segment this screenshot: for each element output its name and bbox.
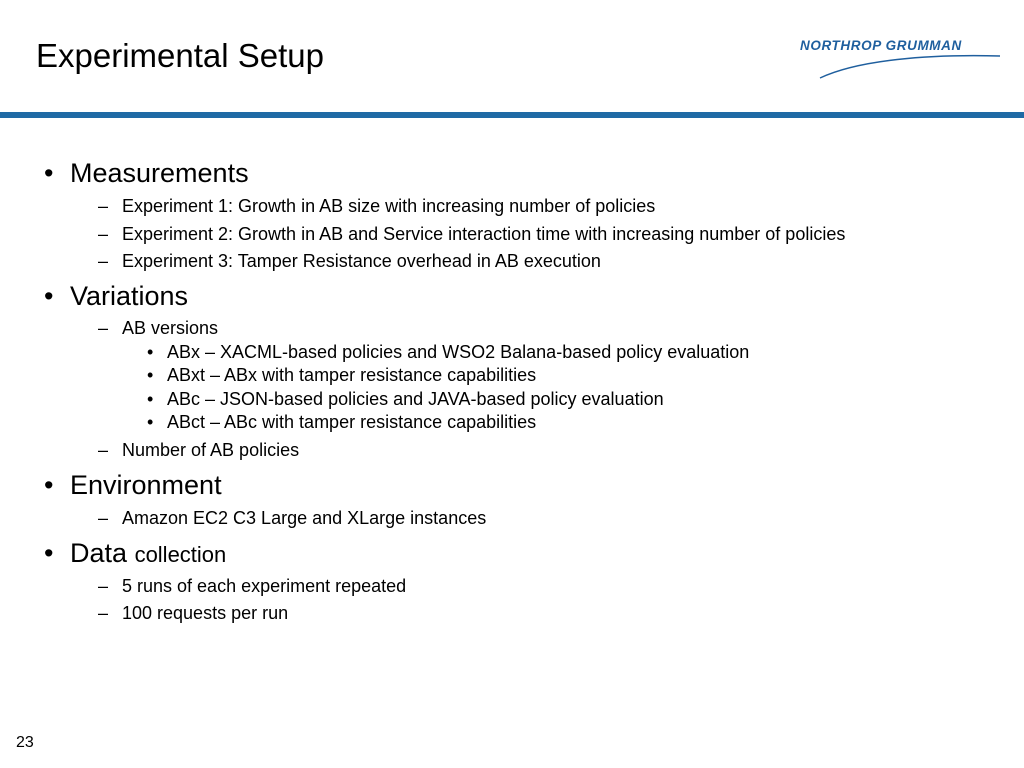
- dash-icon: –: [98, 196, 109, 216]
- page-number: 23: [16, 734, 34, 751]
- bullet-measurements: • Measurements: [44, 158, 249, 188]
- bullet-dot-icon: •: [147, 389, 154, 409]
- bullet-dot-icon: •: [147, 342, 154, 362]
- slide-title: Experimental Setup: [36, 37, 324, 74]
- bullet-dot-icon: •: [44, 281, 54, 311]
- dash-icon: –: [98, 603, 109, 623]
- bullet-environment: • Environment: [44, 470, 222, 500]
- dash-icon: –: [98, 318, 109, 338]
- list-item: – Experiment 1: Growth in AB size with increasing number of policies: [98, 196, 656, 216]
- logo-text: NORTHROP GRUMMAN: [800, 38, 962, 53]
- list-item: • ABxt – ABx with tamper resistance capabilities: [147, 365, 537, 385]
- list-item: – 100 requests per run: [98, 603, 289, 623]
- dash-icon: –: [98, 508, 109, 528]
- dash-icon: –: [98, 440, 109, 460]
- list-item: – AB versions: [98, 318, 219, 338]
- bullet-dot-icon: •: [44, 158, 54, 188]
- title-divider: [0, 112, 1024, 118]
- dash-icon: –: [98, 576, 109, 596]
- list-item: • ABc – JSON-based policies and JAVA-based policy evaluation: [147, 389, 664, 409]
- bullet-dot-icon: •: [147, 412, 154, 432]
- list-item: • ABx – XACML-based policies and WSO2 Balana-based policy evaluation: [147, 342, 750, 362]
- bullet-variations: • Variations: [44, 281, 189, 311]
- dash-icon: –: [98, 251, 109, 271]
- list-item: – Experiment 3: Tamper Resistance overhead in AB execution: [98, 251, 601, 271]
- list-item: – Number of AB policies: [98, 440, 300, 460]
- bullet-dot-icon: •: [147, 365, 154, 385]
- bullet-dot-icon: •: [44, 470, 54, 500]
- bullet-data-collection: • Data collection: [44, 538, 227, 568]
- bullet-dot-icon: •: [44, 538, 54, 568]
- list-item: – Amazon EC2 C3 Large and XLarge instances: [98, 508, 487, 528]
- list-item: • ABct – ABc with tamper resistance capabilities: [147, 412, 537, 432]
- company-logo: [798, 38, 1002, 82]
- list-item: – Experiment 2: Growth in AB and Service interaction time with increasing number of policies: [98, 224, 846, 244]
- logo-swoosh-icon: [798, 38, 1002, 82]
- list-item: – 5 runs of each experiment repeated: [98, 576, 407, 596]
- dash-icon: –: [98, 224, 109, 244]
